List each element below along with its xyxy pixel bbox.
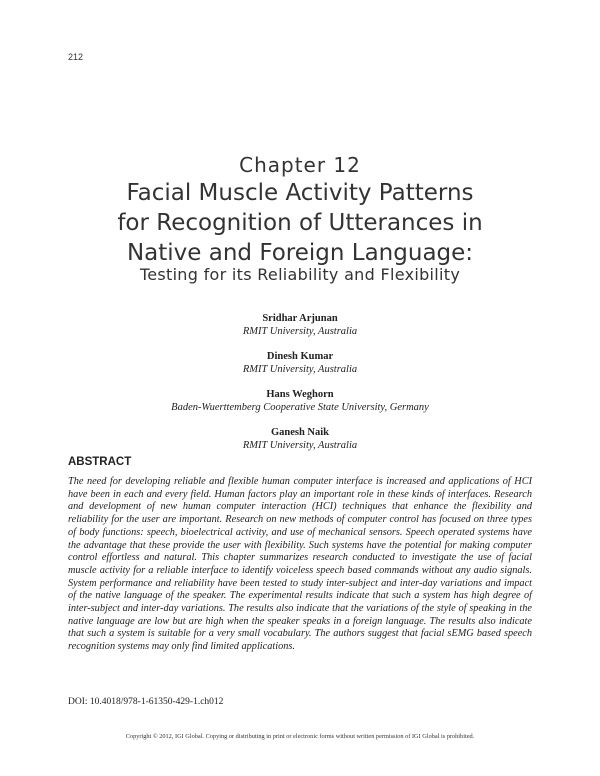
abstract-heading: ABSTRACT	[68, 456, 132, 468]
author-name: Ganesh Naik	[270, 427, 330, 438]
author-block	[0, 312, 600, 338]
author-affiliation: RMIT University, Australia	[242, 364, 358, 375]
chapter-title-line: Native and Foreign Language:	[126, 240, 474, 266]
author-block	[0, 350, 600, 376]
author-name: Sridhar Arjunan	[262, 313, 338, 324]
chapter-title-line: for Recognition of Utterances in	[117, 210, 483, 236]
chapter-title-line: Facial Muscle Activity Patterns	[126, 180, 474, 206]
author-name: Dinesh Kumar	[266, 351, 334, 362]
chapter-title	[30, 178, 570, 268]
author-list	[0, 312, 600, 464]
page-number: 212	[68, 52, 84, 62]
author-affiliation: RMIT University, Australia	[242, 440, 358, 451]
author-affiliation: RMIT University, Australia	[242, 326, 358, 337]
author-block	[0, 426, 600, 452]
chapter-subtitle: Testing for its Reliability and Flexibility	[139, 265, 461, 284]
author-block	[0, 388, 600, 414]
chapter-label: Chapter 12	[239, 153, 361, 177]
author-name: Hans Weghorn	[266, 389, 334, 400]
author-affiliation: Baden-Wuerttemberg Cooperative State University, Germany	[171, 402, 429, 413]
copyright-notice: Copyright © 2012, IGI Global. Copying or distributing in print or electronic forms without written permission of IGI Global is prohibited.	[125, 733, 475, 740]
abstract-text: The need for developing reliable and flexible human computer interface is increased and applications of HCI have been in each and every field. Human factors play an important role in these kinds of interfaces. Research and development of new human computer interaction (HCI) techniques that enhance the flexibility and reliability for the user are important. Research on new methods of computer control has focused on three types of body functions: speech, bioelectrical activity, and use of mechanical sensors. Speech operated systems have the advantage that these provide the user with flexibility. Such systems have the potential for making computer control effortless and natural. This chapter summarizes research conducted to investigate the use of facial muscle activity for a reliable interface to identify voiceless speech based commands without any audio signals. System performance and reliability have been tested to study inter-subject and inter-day variations and impact of the native language of the speaker. The experimental results indicate that such a system has high degree of inter-subject and inter-day variations. The results also indicate that the variations of the style of speaking in the native language are low but are high when the speaker speaks in a foreign language. The results also indicate that such a system is suitable for a very small vocabulary. The authors suggest that facial sEMG based speech recognition systems may only find limited applications.	[68, 476, 532, 653]
doi-line: DOI: 10.4018/978-1-61350-429-1.ch012	[68, 697, 224, 707]
